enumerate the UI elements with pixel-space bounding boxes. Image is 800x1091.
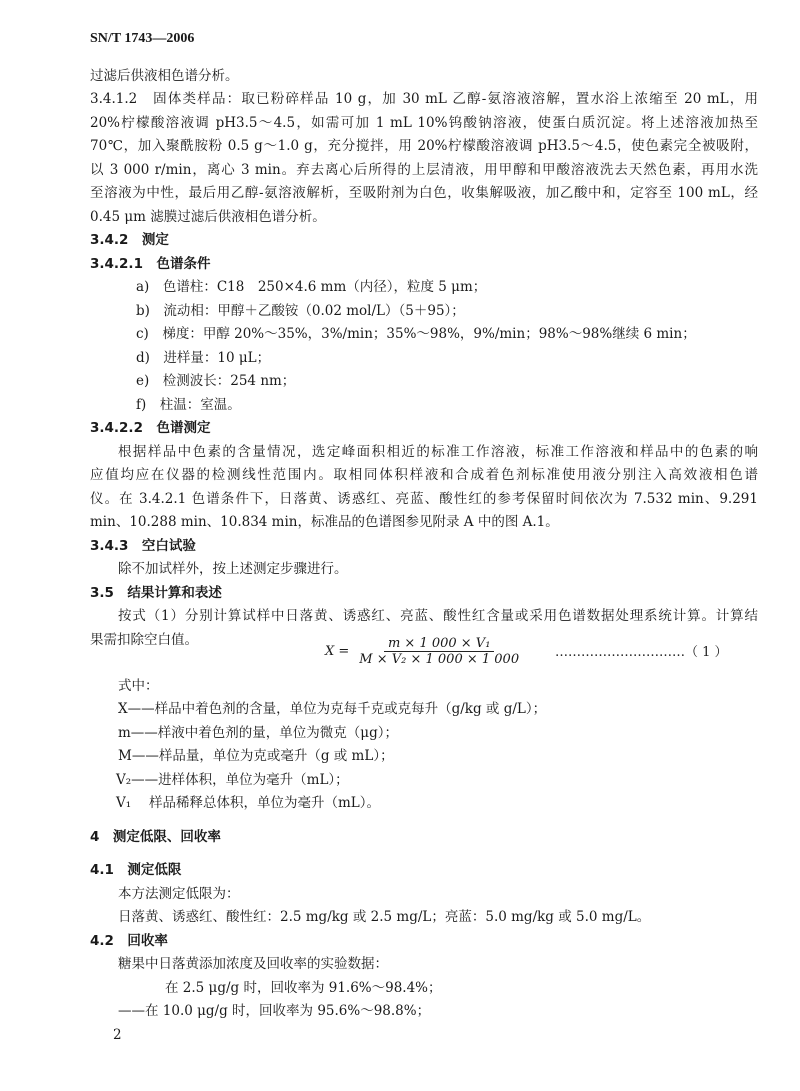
page-number: 2 (113, 1027, 122, 1043)
section-heading-3-4-2: 3.4.2 测定 (90, 232, 169, 248)
variable-definition: X——样品中着色剂的含量，单位为克每千克或克每升（g/kg 或 g/L）； (118, 701, 547, 717)
variable-definition: m——样液中着色剂的量，单位为微克（μg）； (118, 725, 398, 741)
section-heading-4-1: 4.1 测定低限 (90, 862, 182, 878)
variable-definition: M——样品量，单位为克或毫升（g 或 mL）； (118, 748, 394, 764)
paragraph-line: min、10.288 min、10.834 min，标准品的色谱图参见附录 A 中的图 A.1。 (90, 514, 559, 530)
paragraph-line: 70℃，加入聚酰胺粉 0.5 g～1.0 g，充分搅拌，用 20%柠檬酸溶液调 pH3.5～4.5，使色素完全被吸附， (90, 138, 758, 154)
section-heading-3-4-2-2: 3.4.2.2 色谱测定 (90, 420, 211, 436)
formula-numerator: m × 1 000 × V₁ (384, 636, 494, 652)
section-heading-3-4-3: 3.4.3 空白试验 (90, 538, 196, 554)
paragraph-line: 仪。在 3.4.2.1 色谱条件下，日落黄、诱惑红、亮蓝、酸性红的参考保留时间依次为 7.532 min、9.291 (90, 491, 758, 507)
paragraph-line: 除不加试样外，按上述测定步骤进行。 (118, 561, 348, 577)
recovery-item: 在 2.5 μg/g 时，回收率为 91.6%～98.4%； (165, 980, 442, 996)
formula-denominator: M × V₂ × 1 000 × 1 000 (359, 652, 520, 667)
formula-number: …………………………（ 1 ） (555, 645, 728, 660)
paragraph-line: 糖果中日落黄添加浓度及回收率的实验数据： (118, 956, 388, 972)
condition-item: c) 梯度：甲醇 20%～35%，3%/min；35%～98%，9%/min；98%～98%继续 6 min； (136, 326, 696, 342)
paragraph-line: 过滤后供液相色谱分析。 (90, 68, 239, 84)
condition-item: e) 检测波长：254 nm； (136, 373, 296, 389)
variable-definition: V₂——进样体积，单位为毫升（mL）； (116, 772, 349, 788)
where-label: 式中： (118, 678, 159, 694)
paragraph-line: 果需扣除空白值。 (90, 632, 198, 648)
paragraph-line: 日落黄、诱惑红、酸性红：2.5 mg/kg 或 2.5 mg/L；亮蓝：5.0 mg/kg 或 5.0 mg/L。 (118, 909, 651, 925)
condition-item: d) 进样量：10 μL； (136, 350, 271, 366)
section-heading-3-4-2-1: 3.4.2.1 色谱条件 (90, 256, 211, 272)
paragraph-line: 本方法测定低限为： (118, 886, 240, 902)
section-heading-4-2: 4.2 回收率 (90, 933, 168, 949)
paragraph-line: 应值均应在仪器的检测线性范围内。取相同体积样液和合成着色剂标准使用液分别注入高效液相色谱 (90, 467, 758, 483)
formula-1 (325, 636, 523, 667)
paragraph-line: 根据样品中色素的含量情况，选定峰面积相近的标准工作溶液，标准工作溶液和样品中的色素的响 (118, 444, 758, 460)
formula-fraction (355, 636, 523, 667)
section-heading-3-5: 3.5 结果计算和表述 (90, 585, 222, 601)
condition-item: b) 流动相：甲醇＋乙酸铵（0.02 mol/L）（5＋95）； (136, 303, 465, 319)
paragraph-line: 以 3 000 r/min，离心 3 min。弃去离心后所得的上层清液，用甲醇和甲酸溶液洗去天然色素，再用水洗 (90, 162, 758, 178)
section-heading-4: 4 测定低限、回收率 (90, 829, 221, 845)
paragraph-line: 按式（1）分别计算试样中日落黄、诱惑红、亮蓝、酸性红含量或采用色谱数据处理系统计算。计算结 (118, 608, 758, 624)
formula-lhs: X = (325, 644, 350, 659)
paragraph-line: 20%柠檬酸溶液调 pH3.5～4.5，如需可加 1 mL 10%钨酸钠溶液，使蛋白质沉淀。将上述溶液加热至 (90, 115, 758, 131)
paragraph-line: 至溶液为中性，最后用乙醇-氨溶液解析，至吸附剂为白色，收集解吸液，加乙酸中和，定容至 100 mL，经 (90, 185, 758, 201)
recovery-item: ——在 10.0 μg/g 时，回收率为 95.6%～98.8%； (118, 1003, 431, 1019)
paragraph-line: 3.4.1.2 固体类样品：取已粉碎样品 10 g，加 30 mL 乙醇-氨溶液溶解，置水浴上浓缩至 20 mL，用 (90, 91, 758, 107)
condition-item: f) 柱温：室温。 (136, 397, 241, 413)
paragraph-line: 0.45 μm 滤膜过滤后供液相色谱分析。 (90, 209, 326, 225)
document-header: SN/T 1743—2006 (90, 31, 195, 46)
variable-definition: V₁ 样品稀释总体积，单位为毫升（mL）。 (116, 795, 380, 811)
condition-item: a) 色谱柱：C18 250×4.6 mm（内径），粒度 5 μm； (136, 279, 487, 295)
